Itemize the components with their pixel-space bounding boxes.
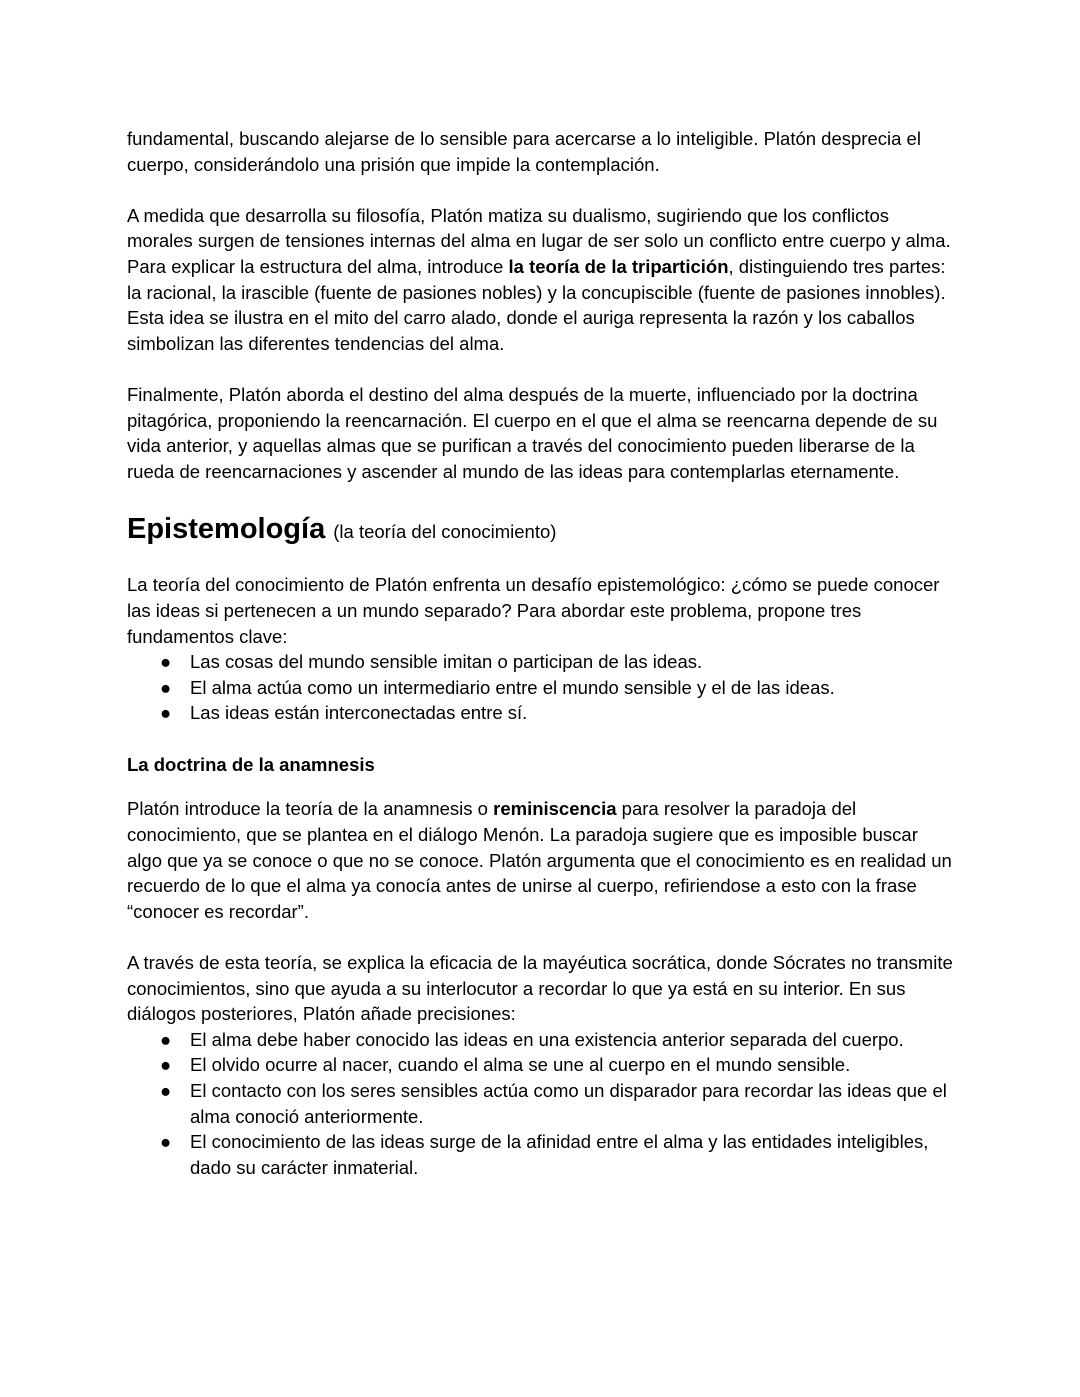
- bold-term-reminiscence: reminiscencia: [493, 798, 617, 820]
- list-item-text: El conocimiento de las ideas surge de la afinidad entre el alma y las entidades inteligibles, dado su carácter inmaterial.: [190, 1131, 929, 1178]
- list-item: [127, 1027, 957, 1053]
- paragraph-reincarnation: Finalmente, Platón aborda el destino del alma después de la muerte, influenciado por la doctrina pitagórica, proponiendo la reencarnación. El cuerpo en el que el alma se reencarna depende de su vida anterior, y aquellas almas que se purifican a través del conocimiento pueden liberarse de la rueda de reencarnaciones y ascender al mundo de las ideas para contemplarlas eternamente.: [127, 383, 938, 482]
- bullet-icon: ●: [160, 651, 172, 673]
- bullet-icon: ●: [160, 1028, 172, 1050]
- list-item-text: Las ideas están interconectadas entre sí.: [190, 702, 528, 724]
- list-item: [127, 1129, 957, 1180]
- list-item: [127, 675, 957, 701]
- list-item: [127, 700, 957, 726]
- list-item: [127, 1078, 957, 1129]
- paragraph-text: A medida que desarrolla su filosofía, Platón matiza su dualismo, sugiriendo que los conflictos morales surgen de tensiones internas del alma en lugar de ser solo un conflicto entre cuerpo y alma. Para explicar la estructura del alma, introduce: [127, 204, 951, 277]
- heading-title: Epistemología: [127, 513, 326, 546]
- bullet-icon: ●: [160, 676, 172, 698]
- paragraph-epistemology-intro: La teoría del conocimiento de Platón enfrenta un desafío epistemológico: ¿cómo se puede conocer las ideas si pertenecen a un mundo separado? Para abordar este problema, propone tres fundamentos clave:: [127, 574, 940, 647]
- bullet-icon: ●: [160, 702, 172, 724]
- list-item-text: El olvido ocurre al nacer, cuando el alma se une al cuerpo en el mundo sensible.: [190, 1054, 851, 1076]
- bullet-icon: ●: [160, 1131, 172, 1153]
- paragraph-body-prison: fundamental, buscando alejarse de lo sensible para acercarse a lo inteligible. Platón desprecia el cuerpo, considerándolo una prisión que impide la contemplación.: [127, 128, 921, 175]
- list-item: [127, 1052, 957, 1078]
- bullet-list-foundations: [127, 649, 957, 726]
- bullet-icon: ●: [160, 1080, 172, 1101]
- list-item-text: El alma debe haber conocido las ideas en una existencia anterior separada del cuerpo.: [190, 1028, 904, 1050]
- bullet-icon: ●: [160, 1054, 172, 1076]
- paragraph-anamnesis: [127, 796, 957, 924]
- bold-term-tripartition: la teoría de la tripartición: [508, 255, 729, 277]
- paragraph-tripartition: [127, 203, 957, 357]
- section-heading-epistemology: [127, 509, 957, 552]
- list-item-text: Las cosas del mundo sensible imitan o participan de las ideas.: [190, 651, 703, 673]
- paragraph-text: , distinguiendo tres partes: la racional, la irascible (fuente de pasiones nobles) y la concupiscible (fuente de pasiones innobles). Esta idea se ilustra en el mito del carro alado, donde el auriga representa la razón y los caballos simbolizan las diferentes tendencias del alma.: [127, 255, 946, 354]
- list-item-text: El alma actúa como un intermediario entre el mundo sensible y el de las ideas.: [190, 676, 835, 698]
- heading-subtitle: (la teoría del conocimiento): [333, 521, 557, 543]
- list-item-text: El contacto con los seres sensibles actúa como un disparador para recordar las ideas que el alma conoció anteriormente.: [190, 1080, 947, 1127]
- subsection-heading-anamnesis: La doctrina de la anamnesis: [127, 753, 375, 775]
- list-item: [127, 649, 957, 675]
- paragraph-text: para resolver la paradoja del conocimiento, que se plantea en el diálogo Menón. La paradoja sugiere que es imposible buscar algo que ya se conoce o que no se conoce. Platón argumenta que el conocimiento es en realidad un recuerdo de lo que el alma ya conocía antes de unirse al cuerpo, refiriendose a esto con la frase “conocer es recordar”.: [127, 798, 952, 922]
- bullet-list-precisions: [127, 1027, 957, 1181]
- paragraph-maieutics: A través de esta teoría, se explica la eficacia de la mayéutica socrática, donde Sócrates no transmite conocimientos, sino que ayuda a su interlocutor a recordar lo que ya está en su interior. En sus diálogos posteriores, Platón añade precisiones:: [127, 952, 953, 1025]
- paragraph-text: Platón introduce la teoría de la anamnesis o: [127, 798, 494, 820]
- document-page: [127, 126, 957, 1180]
